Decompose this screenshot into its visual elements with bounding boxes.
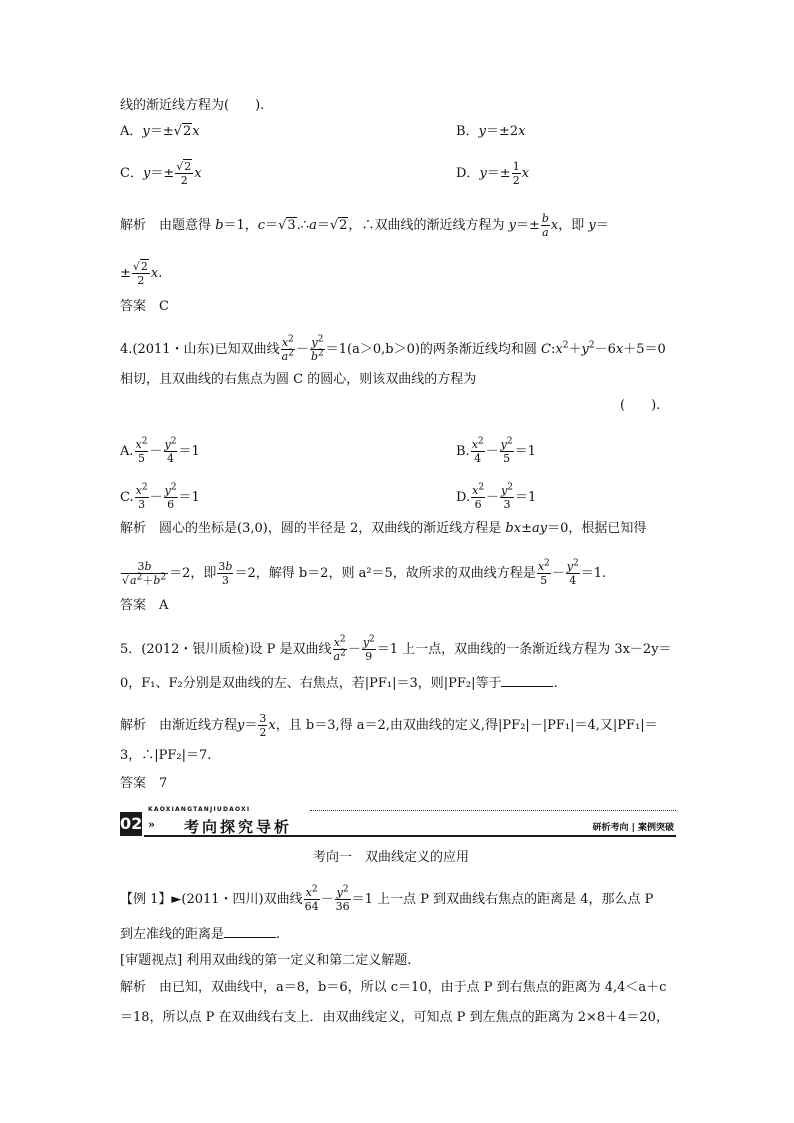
q3-option-a[interactable]: A．y＝±√2x [120, 124, 200, 139]
q4-solution-cont: $\frac{3b}{√a^2+b^2}$ ＝2，即 $\frac{3b}{3}$ ＝2，解得 b＝2，则 a²＝5，故所求的双曲线方程是 $\frac{x^2}{5}$ － $\frac{y^2}{4}$ ＝1. [122, 558, 607, 587]
banner-subtitle: 研析考向 | 案例突破 [592, 823, 674, 833]
example1-answer-blank[interactable] [224, 927, 276, 938]
q5-solution: 解析 由渐近线方程y＝ $\frac{3}{2}$ x，且 b＝3,得 a＝2,由双曲线的定义,得|PF₂|－|PF₁|＝4,又|PF₁|＝ [120, 712, 658, 739]
q5-solution-cont: 3，∴|PF₂|＝7. [120, 748, 212, 763]
q4-stem-line2: 相切，且双曲线的右焦点为圆 C 的圆心，则该双曲线的方程为 [120, 372, 477, 387]
banner-title: 考向探究导析 [184, 818, 293, 836]
q5-stem: 5．(2012・银川质检)设 P 是双曲线 $\frac{x^2}{a^2}$ － $\frac{y^2}{9}$ ＝1 上一点，双曲线的一条渐近线方程为 3x－2y＝ [120, 634, 672, 663]
q4-option-d[interactable]: D. $\frac{x^2}{6}$ － $\frac{y^2}{3}$ ＝1 [456, 482, 537, 511]
example1-stem: 【例 1】►(2011・四川)双曲线 $\frac{x^2}{64}$ － $\frac{y^2}{36}$ ＝1 上一点 P 到双曲线右焦点的距离是 4，那么点 P [120, 884, 654, 913]
q3-option-b[interactable]: B．y＝±2x [456, 124, 526, 139]
q3-option-c[interactable]: C．y＝± $\frac{√2}{2}$ x [120, 160, 202, 187]
q3-option-d[interactable]: D．y＝± $\frac{1}{2}$ x [456, 160, 530, 187]
q4-solution: 解析 圆心的坐标是(3,0)，圆的半径是 2，双曲线的渐近线方程是 bx±ay＝0，根据已知得 [120, 521, 647, 536]
q5-answer-blank[interactable] [501, 676, 553, 687]
example1-solution-cont: ＝18，所以点 P 在双曲线右支上．由双曲线定义，可知点 P 到左焦点的距离为 2×8＋4＝20， [120, 1010, 669, 1025]
example1-shenti: [审题视点] 利用双曲线的第一定义和第二定义解题. [120, 953, 412, 968]
q4-option-a[interactable]: A. $\frac{x^2}{5}$ － $\frac{y^2}{4}$ ＝1 [120, 436, 200, 465]
q4-option-b[interactable]: B. $\frac{x^2}{4}$ － $\frac{y^2}{5}$ ＝1 [456, 436, 536, 465]
q5-stem-line2: 0，F₁、F₂分别是双曲线的左、右焦点，若|PF₁|＝3，则|PF₂|等于 . [120, 676, 558, 691]
banner-number: 02 [120, 812, 142, 836]
q3-solution: 解析 由题意得 b＝1，c＝√3.∴a＝√2，∴双曲线的渐近线方程为 y＝± $\frac{b}{a}$ x，即 y＝ [120, 212, 609, 239]
example1-solution: 解析 由已知，双曲线中，a＝8，b＝6，所以 c＝10，由于点 P 到右焦点的距离为 4,4＜a＋c [120, 980, 667, 995]
q3-answer: 答案 C [120, 299, 169, 314]
q4-answer: 答案 A [120, 598, 169, 613]
q4-option-c[interactable]: C. $\frac{x^2}{3}$ － $\frac{y^2}{6}$ ＝1 [120, 482, 200, 511]
q4-answer-paren: ( ). [620, 398, 661, 413]
q3-stem: 线的渐近线方程为( ). [120, 98, 265, 113]
solution-label: 解析 [120, 218, 147, 233]
example1-stem-line2: 到左准线的距离是 . [120, 927, 281, 942]
banner-pinyin: KAOXIANGTANJIUDAOXI [148, 806, 251, 813]
banner-rule [144, 835, 676, 837]
section-banner [120, 806, 676, 836]
section-title: 考向一 双曲线定义的应用 [313, 850, 470, 865]
chevron-right-icon: » [148, 818, 155, 831]
q3-solution-cont: ± $\frac{√2}{2}$ x. [120, 260, 163, 287]
banner-dotted-line [310, 810, 676, 811]
q4-stem: 4.(2011・山东)已知双曲线 $\frac{x^2}{a^2}$ － $\frac{y^2}{b^2}$ ＝1(a＞0,b＞0)的两条渐近线均和圆 $C:x^2+y^2-6x+5=0$ [120, 334, 666, 363]
q5-answer: 答案 7 [120, 776, 168, 791]
